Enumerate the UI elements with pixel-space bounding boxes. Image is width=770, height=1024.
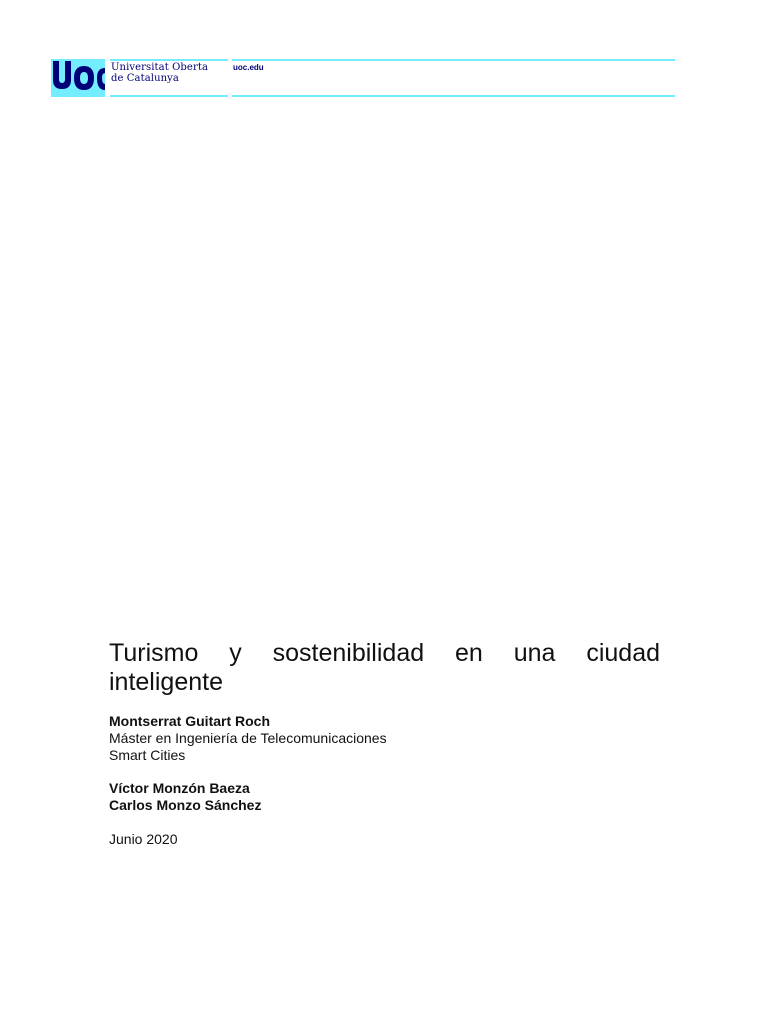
page-header [0, 0, 770, 110]
uoc-logo [51, 59, 105, 97]
university-name-line1: Universitat Oberta [111, 62, 209, 73]
program-name: Máster en Ingeniería de Telecomunicaciones [109, 730, 387, 746]
author-name: Montserrat Guitart Roch [109, 713, 271, 729]
header-rule-top-right [232, 59, 675, 61]
website-link[interactable]: uoc.edu [233, 63, 264, 72]
supervisor-name: Víctor Monzón Baeza [109, 780, 250, 796]
header-rule-bottom-left [110, 95, 228, 97]
specialization: Smart Cities [109, 747, 186, 763]
supervisors-block [109, 780, 261, 814]
university-name [111, 62, 208, 84]
date-block [109, 831, 178, 848]
university-name-line2: de Catalunya [111, 73, 179, 84]
author-block [109, 713, 387, 764]
supervisor-name: Carlos Monzo Sánchez [109, 797, 262, 813]
document-title: Turismo y sostenibilidad en una ciudad inteligente [109, 639, 660, 696]
uoc-logo-icon [51, 59, 105, 97]
document-date: Junio 2020 [109, 831, 178, 847]
header-rule-bottom-right [232, 95, 675, 97]
header-rule-top-left [110, 59, 228, 61]
